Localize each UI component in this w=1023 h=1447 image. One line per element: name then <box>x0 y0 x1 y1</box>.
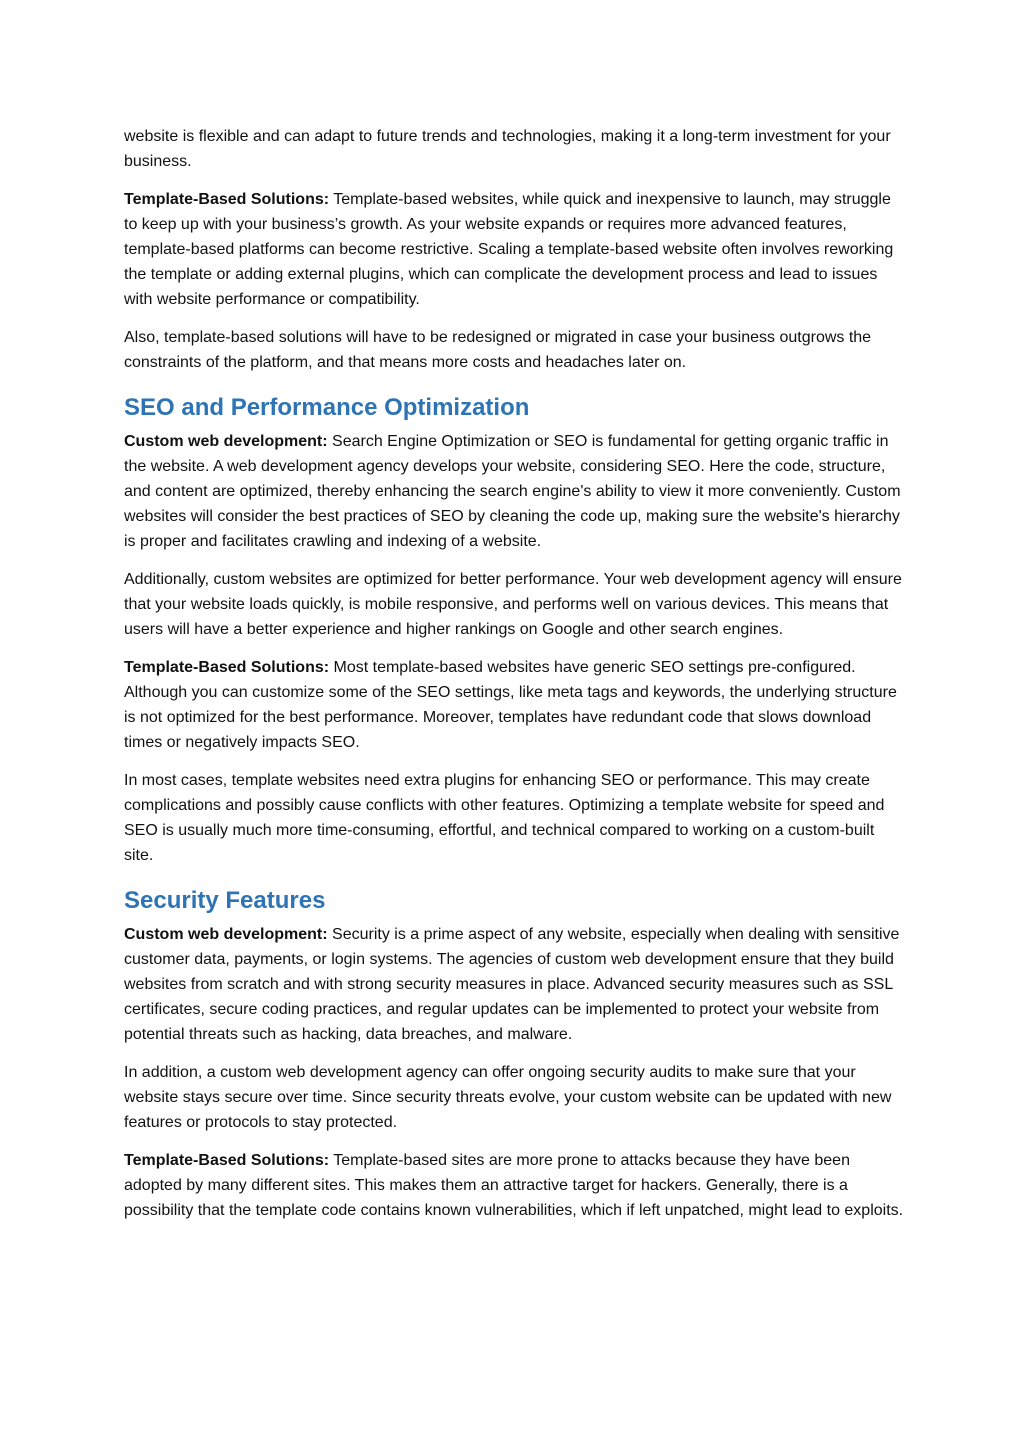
security-paragraph-template-based <box>124 1148 906 1223</box>
intro-paragraph-3 <box>124 325 906 375</box>
seo-paragraph-2 <box>124 567 906 642</box>
seo-paragraph-template-based <box>124 655 906 755</box>
paragraph-text: website is flexible and can adapt to future trends and technologies, making it a long-term investment for your business. <box>124 128 891 170</box>
paragraph-text: In addition, a custom web development agency can offer ongoing security audits to make sure that your website stays secure over time. Since security threats evolve, your custom website can be updated with new features or protocols to stay protected. <box>124 1064 892 1131</box>
paragraph-text: Template-based websites, while quick and inexpensive to launch, may struggle to keep up with your business’s growth. As your website expands or requires more advanced features, template-based platforms can become restrictive. Scaling a template-based website often involves reworking the template or adding external plugins, which can complicate the development process and lead to issues with website performance or compatibility. <box>124 191 894 308</box>
intro-paragraph-template-based <box>124 187 906 312</box>
paragraph-text: Additionally, custom websites are optimized for better performance. Your web development agency will ensure that your website loads quickly, is mobile responsive, and performs well on various devices. This means that users will have a better experience and higher rankings on Google and other search engines. <box>124 571 902 638</box>
security-paragraph-2 <box>124 1060 906 1135</box>
paragraph-text: Search Engine Optimization or SEO is fundamental for getting organic traffic in the website. A web development agency develops your website, considering SEO. Here the code, structure, and content are optimized, thereby enhancing the search engine's ability to view it more conveniently. Custom websites will consider the best practices of SEO by cleaning the code up, making sure the website's hierarchy is proper and facilitates crawling and indexing of a website. <box>124 433 901 550</box>
paragraph-lead: Custom web development: <box>124 926 328 943</box>
paragraph-text: Also, template-based solutions will have to be redesigned or migrated in case your business outgrows the constraints of the platform, and that means more costs and headaches later on. <box>124 329 872 371</box>
paragraph-text: In most cases, template websites need extra plugins for enhancing SEO or performance. This may create complications and possibly cause conflicts with other features. Optimizing a template website for speed and SEO is usually much more time-consuming, effortful, and technical compared to working on a custom-built site. <box>124 772 885 864</box>
seo-paragraph-custom <box>124 429 906 554</box>
paragraph-text: Security is a prime aspect of any website, especially when dealing with sensitive customer data, payments, or login systems. The agencies of custom web development ensure that they build websites from scratch and with strong security measures in place. Advanced security measures such as SSL certificates, secure coding practices, and regular updates can be implemented to protect your website from potential threats such as hacking, data breaches, and malware. <box>124 926 900 1043</box>
paragraph-lead: Custom web development: <box>124 433 328 450</box>
paragraph-text: Most template-based websites have generic SEO settings pre-configured. Although you can customize some of the SEO settings, like meta tags and keywords, the underlying structure is not optimized for the best performance. Moreover, templates have redundant code that slows download times or negatively impacts SEO. <box>124 659 897 751</box>
security-section-heading: Security Features <box>124 887 326 914</box>
security-paragraph-custom <box>124 922 906 1047</box>
paragraph-lead: Template-Based Solutions: <box>124 659 330 676</box>
paragraph-lead: Template-Based Solutions: <box>124 1152 330 1169</box>
seo-section-heading: SEO and Performance Optimization <box>124 394 530 421</box>
paragraph-lead: Template-Based Solutions: <box>124 191 330 208</box>
document-page <box>124 124 906 1236</box>
intro-paragraph-1 <box>124 124 906 174</box>
seo-paragraph-4 <box>124 768 906 868</box>
paragraph-text: Template-based sites are more prone to attacks because they have been adopted by many different sites. This makes them an attractive target for hackers. Generally, there is a possibility that the template code contains known vulnerabilities, which if left unpatched, might lead to exploits. <box>124 1152 904 1219</box>
